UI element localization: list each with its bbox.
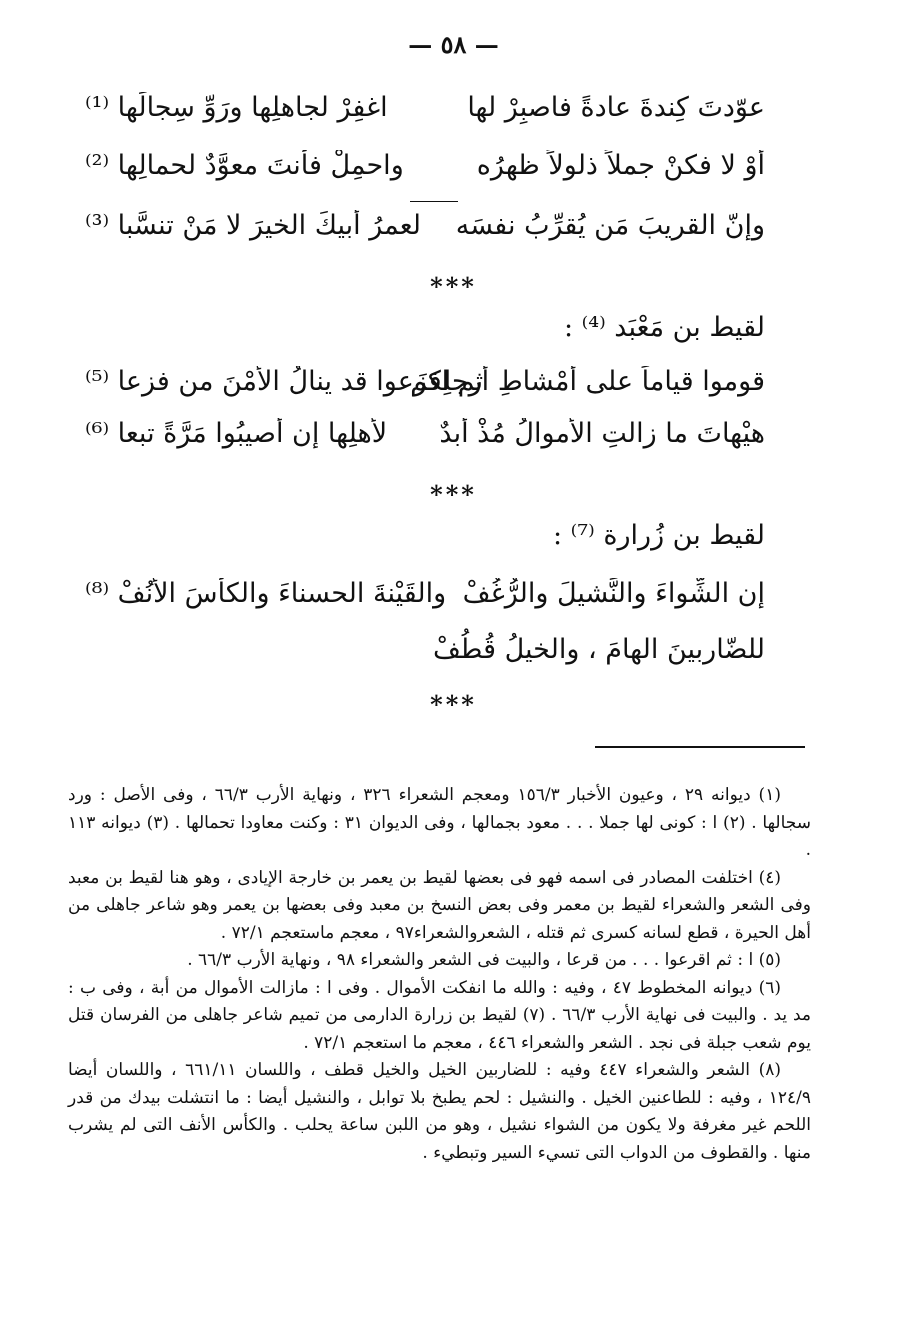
poet-heading: لقيط بن زُرارة ⁽⁷⁾ : — [552, 520, 765, 551]
verse-second-hemistich: لأهلِها إن أصيبُوا مَرَّةً تبعا ⁽⁶⁾ — [85, 418, 388, 449]
verse-second-hemistich: والقَيْنةَ الحسناءَ والكأسَ الأُنُفْ ⁽⁸⁾ — [85, 578, 447, 609]
verse-first-hemistich: إن الشِّواءَ والنَّشيلَ والرُّغُفْ — [462, 578, 765, 609]
verse-line — [85, 92, 765, 136]
footnotes — [68, 782, 811, 1167]
verse-first-hemistich: عوّدتَ كِندةَ عادةً فاصبِرْ لها — [467, 92, 765, 123]
overline-mark — [410, 201, 458, 202]
verse-first-hemistich: قوموا قياماً على أمْشاطِ أرجلِكم — [410, 366, 765, 397]
verse-line — [85, 150, 765, 194]
poet-heading: لقيط بن مَعْبَد ⁽⁴⁾ : — [563, 312, 765, 343]
footnote: (٤) اختلفت المصادر فى اسمه فهو فى بعضها لقيط بن يعمر بن خارجة الإيادى ، وهو هنا لقيط بن معبد وفى الشعر والشعراء لقيط بن معمر وفى بعض النسخ بن معبد وفى بعضها بن يعمر وهو شاعر جاهلى من أهل الحيرة ، قطع لسانه كسرى ثم قتله ، الشعروالشعراء٩٧ ، معجم ماستعجم ٧٢/١ . — [68, 867, 811, 943]
verse-second-hemistich: واحمِلْ فأنتَ معوَّدٌ لحمالِها ⁽²⁾ — [85, 150, 404, 181]
verse-first-hemistich: هيْهاتَ ما زالتِ الأموالُ مُذْ أبدٌ — [439, 418, 765, 449]
section-separator: *** — [430, 480, 477, 509]
footnote: (٦) ديوانه المخطوط ٤٧ ، وفيه : والله ما انفكت الأموال . وفى ا : مازالت الأموال من أبة ، وفى ب : مد يد . والبيت فى نهاية الأرب ٦٦/٣ . (٧) لقيط بن زرارة الدارمى من تميم شاعر جاهلى من الفرسان قتل يوم شعب جبلة فى نجد . الشعر والشعراء ٤٤٦ ، معجم ما استعجم ٧٢/١ . — [68, 977, 811, 1053]
section-separator: *** — [430, 690, 477, 719]
verse-second-hemistich: لعمرُ أبيكَ الخيرَ لا مَنْ تنسَّبا ⁽³⁾ — [85, 210, 422, 241]
footnote: (٥) ا : ثم اقرعوا . . . من قرعا ، والبيت فى الشعر والشعراء ٩٨ ، ونهاية الأرب ٦٦/٣ . — [187, 950, 781, 970]
footnote-separator-line — [595, 746, 805, 748]
verse-line — [85, 210, 765, 254]
verse-line — [85, 418, 765, 462]
verse-second-hemistich: اغفِرْ لجاهلِها ورَوِّ سِجالَها ⁽¹⁾ — [85, 92, 388, 123]
verse-line — [85, 578, 765, 622]
verse-third-hemistich: للضّاربينَ الهامَ ، والخيلُ قُطُفْ — [432, 634, 765, 665]
verse-line — [85, 366, 765, 410]
section-separator: *** — [430, 272, 477, 301]
page-number: — ٥٨ — — [408, 30, 499, 59]
verse-second-hemistich: ثم افزَعوا قد ينالُ الأمْنَ من فزعا ⁽⁵⁾ — [85, 366, 484, 397]
verse-first-hemistich: وإنّ القريبَ مَن يُقرِّبُ نفسَه — [455, 210, 765, 241]
verse-first-hemistich: أوْ لا فكنْ جملاً ذلولاً ظهرُه — [476, 150, 765, 181]
footnote: (٨) الشعر والشعراء ٤٤٧ وفيه : للضاربين الخيل والخيل قطف ، واللسان ٦٦١/١١ ، واللسان أيضا ١٢٤/٩ ، وفيه : للطاعنين الخيل . والنشيل : لحم يطبخ بلا توابل ، والنشيل أيضا : ما انتشلت بيدك من قدر اللحم غير مغرفة ولا يكون من الشواء نشيل ، وهو من اللبن ساعة يحلب . والكأس الأنف التى لم يشرب منها . والقطوف من الدواب التى تسيء السير وتبطيء . — [68, 1060, 811, 1163]
footnote: (١) ديوانه ٢٩ ، وعيون الأخبار ١٥٦/٣ ومعجم الشعراء ٣٢٦ ، ونهاية الأرب ٦٦/٣ ، وفى الأصل : ورد سجالها . (٢) ا : كونى لها جملا . . . معود بجمالها ، وفى الديوان ٣١ : وكنت معاودا تحمالها . (٣) ديوانه ١١٣ . — [68, 785, 811, 860]
